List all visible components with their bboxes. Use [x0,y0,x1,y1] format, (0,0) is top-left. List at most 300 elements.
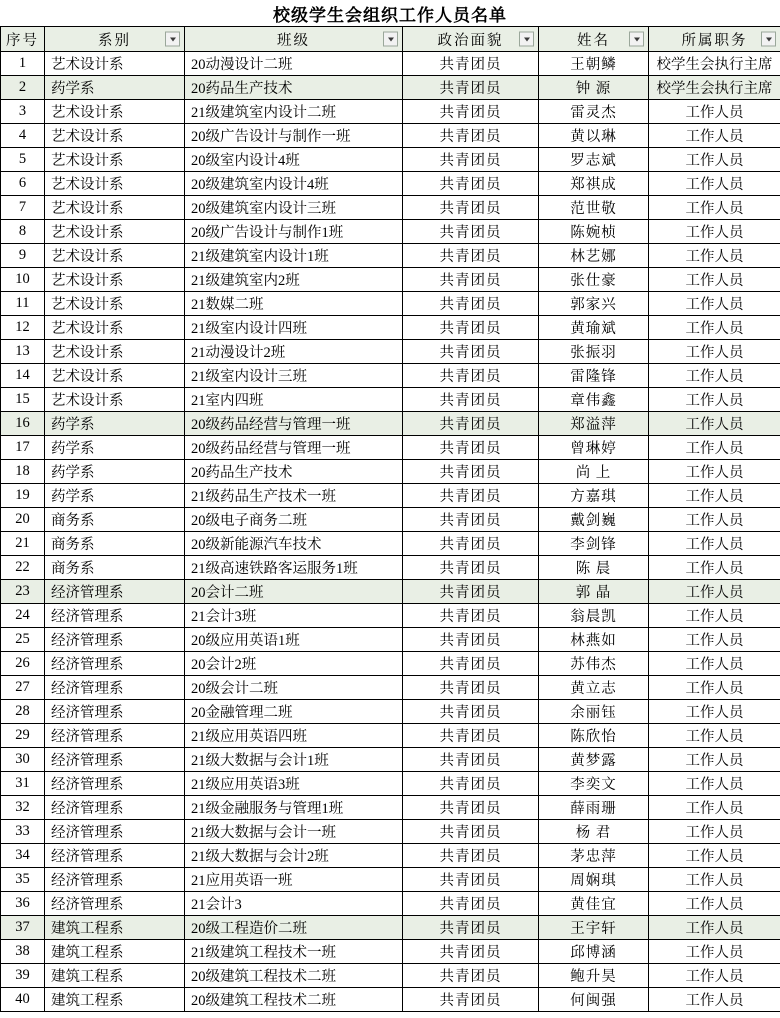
cell-department[interactable]: 经济管理系 [45,580,185,604]
cell-department[interactable]: 艺术设计系 [45,172,185,196]
cell-index[interactable]: 20 [1,508,45,532]
cell-department[interactable]: 艺术设计系 [45,316,185,340]
cell-position[interactable]: 工作人员 [649,220,780,244]
table-row[interactable] [1,148,780,172]
cell-political-status[interactable]: 共青团员 [403,76,539,100]
table-row[interactable] [1,172,780,196]
cell-position[interactable]: 工作人员 [649,364,780,388]
cell-class[interactable]: 20级应用英语1班 [185,628,403,652]
cell-index[interactable]: 2 [1,76,45,100]
cell-political-status[interactable]: 共青团员 [403,868,539,892]
cell-name[interactable]: 王朝鳞 [539,52,649,76]
cell-position[interactable]: 工作人员 [649,652,780,676]
cell-index[interactable]: 40 [1,988,45,1012]
cell-index[interactable]: 26 [1,652,45,676]
cell-political-status[interactable]: 共青团员 [403,796,539,820]
cell-department[interactable]: 艺术设计系 [45,364,185,388]
cell-name[interactable]: 李奕文 [539,772,649,796]
cell-class[interactable]: 21级大数据与会计2班 [185,844,403,868]
cell-index[interactable]: 27 [1,676,45,700]
cell-department[interactable]: 药学系 [45,76,185,100]
cell-index[interactable]: 18 [1,460,45,484]
cell-department[interactable]: 经济管理系 [45,772,185,796]
table-row[interactable] [1,52,780,76]
cell-political-status[interactable]: 共青团员 [403,532,539,556]
table-row[interactable] [1,676,780,700]
cell-name[interactable]: 邱博涵 [539,940,649,964]
cell-political-status[interactable]: 共青团员 [403,652,539,676]
cell-department[interactable]: 建筑工程系 [45,988,185,1012]
filter-dropdown-icon[interactable] [383,32,398,47]
cell-position[interactable]: 工作人员 [649,748,780,772]
cell-position[interactable]: 工作人员 [649,700,780,724]
table-row[interactable] [1,580,780,604]
cell-index[interactable]: 10 [1,268,45,292]
cell-department[interactable]: 经济管理系 [45,676,185,700]
cell-name[interactable]: 郭 晶 [539,580,649,604]
cell-index[interactable]: 8 [1,220,45,244]
cell-position[interactable]: 工作人员 [649,100,780,124]
cell-political-status[interactable]: 共青团员 [403,364,539,388]
table-row[interactable] [1,820,780,844]
cell-class[interactable]: 20级广告设计与制作1班 [185,220,403,244]
cell-position[interactable]: 工作人员 [649,628,780,652]
cell-index[interactable]: 1 [1,52,45,76]
column-header-label: 系别 [98,32,131,49]
cell-department[interactable]: 经济管理系 [45,604,185,628]
cell-index[interactable]: 33 [1,820,45,844]
cell-political-status[interactable]: 共青团员 [403,700,539,724]
cell-position[interactable]: 工作人员 [649,172,780,196]
cell-index[interactable]: 23 [1,580,45,604]
cell-class[interactable]: 20金融管理二班 [185,700,403,724]
cell-index[interactable]: 4 [1,124,45,148]
cell-political-status[interactable]: 共青团员 [403,748,539,772]
cell-department[interactable]: 经济管理系 [45,844,185,868]
column-header-label: 序号 [6,32,39,49]
cell-index[interactable]: 15 [1,388,45,412]
cell-department[interactable]: 药学系 [45,460,185,484]
cell-department[interactable]: 建筑工程系 [45,940,185,964]
cell-class[interactable]: 20级药品经营与管理一班 [185,436,403,460]
cell-political-status[interactable]: 共青团员 [403,244,539,268]
table-row[interactable] [1,916,780,940]
cell-political-status[interactable]: 共青团员 [403,220,539,244]
table-row[interactable] [1,772,780,796]
cell-position[interactable]: 工作人员 [649,772,780,796]
table-row[interactable] [1,484,780,508]
cell-department[interactable]: 艺术设计系 [45,52,185,76]
cell-position[interactable]: 工作人员 [649,844,780,868]
cell-name[interactable]: 薛雨珊 [539,796,649,820]
cell-position[interactable]: 校学生会执行主席 [649,76,780,100]
table-row[interactable] [1,748,780,772]
cell-department[interactable]: 经济管理系 [45,652,185,676]
cell-class[interactable]: 20级建筑室内设计4班 [185,172,403,196]
cell-name[interactable]: 郭家兴 [539,292,649,316]
cell-class[interactable]: 21级建筑室内2班 [185,268,403,292]
cell-index[interactable]: 24 [1,604,45,628]
table-row[interactable] [1,532,780,556]
table-row[interactable] [1,652,780,676]
cell-class[interactable]: 20级广告设计与制作一班 [185,124,403,148]
cell-name[interactable]: 林燕如 [539,628,649,652]
title-row [0,0,780,26]
cell-political-status[interactable]: 共青团员 [403,484,539,508]
cell-political-status[interactable]: 共青团员 [403,340,539,364]
cell-name[interactable]: 苏伟杰 [539,652,649,676]
table-row[interactable] [1,436,780,460]
cell-political-status[interactable]: 共青团员 [403,196,539,220]
cell-department[interactable]: 经济管理系 [45,796,185,820]
cell-name[interactable]: 郑祺成 [539,172,649,196]
cell-political-status[interactable]: 共青团员 [403,892,539,916]
cell-department[interactable]: 艺术设计系 [45,220,185,244]
cell-political-status[interactable]: 共青团员 [403,388,539,412]
cell-index[interactable]: 38 [1,940,45,964]
cell-index[interactable]: 17 [1,436,45,460]
cell-name[interactable]: 张仕豪 [539,268,649,292]
cell-political-status[interactable]: 共青团员 [403,148,539,172]
cell-class[interactable]: 20级工程造价二班 [185,916,403,940]
cell-position[interactable]: 工作人员 [649,820,780,844]
cell-department[interactable]: 商务系 [45,532,185,556]
cell-class[interactable]: 20级建筑工程技术二班 [185,988,403,1012]
column-header-name[interactable] [539,27,649,52]
cell-position[interactable]: 工作人员 [649,940,780,964]
cell-index[interactable]: 11 [1,292,45,316]
cell-political-status[interactable]: 共青团员 [403,508,539,532]
cell-class[interactable]: 21级药品生产技术一班 [185,484,403,508]
cell-position[interactable]: 工作人员 [649,964,780,988]
table-row[interactable] [1,340,780,364]
cell-index[interactable]: 29 [1,724,45,748]
table-body [1,52,780,1012]
cell-department[interactable]: 药学系 [45,484,185,508]
cell-position[interactable]: 工作人员 [649,724,780,748]
cell-political-status[interactable]: 共青团员 [403,676,539,700]
cell-name[interactable]: 余丽钰 [539,700,649,724]
cell-department[interactable]: 药学系 [45,436,185,460]
table-row[interactable] [1,844,780,868]
cell-name[interactable]: 范世敬 [539,196,649,220]
cell-position[interactable]: 工作人员 [649,484,780,508]
cell-class[interactable]: 20级电子商务二班 [185,508,403,532]
filter-dropdown-icon[interactable] [165,32,180,47]
cell-name[interactable]: 鲍升昊 [539,964,649,988]
table-row[interactable] [1,604,780,628]
cell-index[interactable]: 37 [1,916,45,940]
cell-position[interactable]: 工作人员 [649,988,780,1012]
table-row[interactable] [1,460,780,484]
cell-index[interactable]: 35 [1,868,45,892]
cell-political-status[interactable]: 共青团员 [403,988,539,1012]
cell-index[interactable]: 21 [1,532,45,556]
cell-political-status[interactable]: 共青团员 [403,412,539,436]
cell-index[interactable]: 7 [1,196,45,220]
cell-name[interactable]: 雷隆锋 [539,364,649,388]
cell-name[interactable]: 林艺娜 [539,244,649,268]
cell-political-status[interactable]: 共青团员 [403,604,539,628]
cell-name[interactable]: 王宇轩 [539,916,649,940]
cell-department[interactable]: 经济管理系 [45,748,185,772]
cell-class[interactable]: 20级建筑工程技术二班 [185,964,403,988]
cell-name[interactable]: 郑溢萍 [539,412,649,436]
table-row[interactable] [1,124,780,148]
cell-position[interactable]: 工作人员 [649,148,780,172]
cell-name[interactable]: 李剑锋 [539,532,649,556]
cell-name[interactable]: 黄瑜斌 [539,316,649,340]
cell-political-status[interactable]: 共青团员 [403,556,539,580]
cell-department[interactable]: 建筑工程系 [45,916,185,940]
cell-department[interactable]: 艺术设计系 [45,100,185,124]
table-row[interactable] [1,868,780,892]
cell-name[interactable]: 黄以琳 [539,124,649,148]
cell-name[interactable]: 黄佳宜 [539,892,649,916]
cell-political-status[interactable]: 共青团员 [403,292,539,316]
table-row[interactable] [1,796,780,820]
cell-class[interactable]: 21级大数据与会计1班 [185,748,403,772]
page-title: 校级学生会组织工作人员名单 [273,5,507,25]
cell-index[interactable]: 36 [1,892,45,916]
cell-name[interactable]: 尚 上 [539,460,649,484]
column-header-label: 所属职务 [681,32,748,49]
cell-class[interactable]: 21动漫设计2班 [185,340,403,364]
table-row[interactable] [1,196,780,220]
cell-department[interactable]: 经济管理系 [45,700,185,724]
filter-dropdown-icon[interactable] [761,32,776,47]
cell-position[interactable]: 工作人员 [649,676,780,700]
cell-name[interactable]: 茅忠萍 [539,844,649,868]
cell-department[interactable]: 艺术设计系 [45,268,185,292]
cell-class[interactable]: 21级建筑室内设计1班 [185,244,403,268]
table-row[interactable] [1,556,780,580]
cell-position[interactable]: 工作人员 [649,436,780,460]
cell-name[interactable]: 戴剑巍 [539,508,649,532]
cell-political-status[interactable]: 共青团员 [403,916,539,940]
cell-class[interactable]: 20级建筑室内设计三班 [185,196,403,220]
cell-class[interactable]: 20药品生产技术 [185,460,403,484]
cell-index[interactable]: 3 [1,100,45,124]
cell-name[interactable]: 罗志斌 [539,148,649,172]
table-row[interactable] [1,940,780,964]
cell-index[interactable]: 31 [1,772,45,796]
cell-class[interactable]: 20级会计二班 [185,676,403,700]
table-row[interactable] [1,244,780,268]
cell-index[interactable]: 39 [1,964,45,988]
cell-department[interactable]: 艺术设计系 [45,244,185,268]
cell-position[interactable]: 工作人员 [649,292,780,316]
cell-political-status[interactable]: 共青团员 [403,964,539,988]
cell-index[interactable]: 22 [1,556,45,580]
table-row[interactable] [1,292,780,316]
table-row[interactable] [1,508,780,532]
cell-index[interactable]: 30 [1,748,45,772]
table-row[interactable] [1,364,780,388]
cell-class[interactable]: 21会计3班 [185,604,403,628]
cell-index[interactable]: 16 [1,412,45,436]
cell-department[interactable]: 艺术设计系 [45,388,185,412]
cell-political-status[interactable]: 共青团员 [403,172,539,196]
table-row[interactable] [1,700,780,724]
filter-dropdown-icon[interactable] [519,32,534,47]
cell-department[interactable]: 经济管理系 [45,724,185,748]
cell-name[interactable]: 钟 源 [539,76,649,100]
cell-political-status[interactable]: 共青团员 [403,100,539,124]
table-row[interactable] [1,388,780,412]
cell-name[interactable]: 曾琳婷 [539,436,649,460]
cell-class[interactable]: 21级金融服务与管理1班 [185,796,403,820]
cell-index[interactable]: 12 [1,316,45,340]
cell-name[interactable]: 何闽强 [539,988,649,1012]
cell-political-status[interactable]: 共青团员 [403,820,539,844]
cell-name[interactable]: 杨 君 [539,820,649,844]
column-header-political-status[interactable] [403,27,539,52]
cell-position[interactable]: 工作人员 [649,796,780,820]
cell-class[interactable]: 21应用英语一班 [185,868,403,892]
cell-class[interactable]: 20级新能源汽车技术 [185,532,403,556]
cell-index[interactable]: 13 [1,340,45,364]
cell-department[interactable]: 经济管理系 [45,628,185,652]
cell-name[interactable]: 周娴琪 [539,868,649,892]
cell-index[interactable]: 34 [1,844,45,868]
cell-position[interactable]: 工作人员 [649,244,780,268]
cell-political-status[interactable]: 共青团员 [403,628,539,652]
cell-position[interactable]: 工作人员 [649,388,780,412]
cell-class[interactable]: 21级建筑工程技术一班 [185,940,403,964]
cell-position[interactable]: 工作人员 [649,916,780,940]
cell-department[interactable]: 经济管理系 [45,892,185,916]
cell-department[interactable]: 艺术设计系 [45,196,185,220]
cell-class[interactable]: 21数媒二班 [185,292,403,316]
cell-index[interactable]: 6 [1,172,45,196]
cell-position[interactable]: 工作人员 [649,580,780,604]
cell-department[interactable]: 经济管理系 [45,820,185,844]
cell-political-status[interactable]: 共青团员 [403,52,539,76]
cell-class[interactable]: 20会计2班 [185,652,403,676]
cell-department[interactable]: 艺术设计系 [45,148,185,172]
column-header-index[interactable] [1,27,45,52]
cell-political-status[interactable]: 共青团员 [403,844,539,868]
cell-name[interactable]: 黄梦露 [539,748,649,772]
cell-class[interactable]: 21级大数据与会计一班 [185,820,403,844]
cell-class[interactable]: 20级药品经营与管理一班 [185,412,403,436]
cell-name[interactable]: 张振羽 [539,340,649,364]
cell-department[interactable]: 商务系 [45,508,185,532]
cell-class[interactable]: 21级室内设计四班 [185,316,403,340]
cell-class[interactable]: 20级室内设计4班 [185,148,403,172]
cell-department[interactable]: 药学系 [45,412,185,436]
cell-department[interactable]: 艺术设计系 [45,340,185,364]
cell-class[interactable]: 21级应用英语四班 [185,724,403,748]
table-row[interactable] [1,964,780,988]
cell-position[interactable]: 工作人员 [649,268,780,292]
cell-position[interactable]: 工作人员 [649,412,780,436]
cell-class[interactable]: 21室内四班 [185,388,403,412]
table-row[interactable] [1,76,780,100]
cell-position[interactable]: 工作人员 [649,460,780,484]
cell-department[interactable]: 艺术设计系 [45,124,185,148]
cell-political-status[interactable]: 共青团员 [403,268,539,292]
cell-class[interactable]: 21会计3 [185,892,403,916]
cell-political-status[interactable]: 共青团员 [403,124,539,148]
cell-position[interactable]: 工作人员 [649,316,780,340]
cell-name[interactable]: 翁晨凯 [539,604,649,628]
cell-class[interactable]: 20药品生产技术 [185,76,403,100]
table-row[interactable] [1,268,780,292]
cell-position[interactable]: 工作人员 [649,868,780,892]
cell-class[interactable]: 21级高速铁路客运服务1班 [185,556,403,580]
table-row[interactable] [1,316,780,340]
table-row[interactable] [1,100,780,124]
cell-position[interactable]: 工作人员 [649,556,780,580]
cell-name[interactable]: 陈婉桢 [539,220,649,244]
cell-class[interactable]: 20动漫设计二班 [185,52,403,76]
filter-dropdown-icon[interactable] [629,32,644,47]
cell-position[interactable]: 工作人员 [649,604,780,628]
table-row[interactable] [1,412,780,436]
cell-class[interactable]: 21级应用英语3班 [185,772,403,796]
cell-index[interactable]: 25 [1,628,45,652]
cell-index[interactable]: 5 [1,148,45,172]
cell-department[interactable]: 艺术设计系 [45,292,185,316]
cell-class[interactable]: 21级建筑室内设计二班 [185,100,403,124]
table-row[interactable] [1,988,780,1012]
cell-index[interactable]: 19 [1,484,45,508]
cell-department[interactable]: 建筑工程系 [45,964,185,988]
cell-political-status[interactable]: 共青团员 [403,580,539,604]
cell-political-status[interactable]: 共青团员 [403,940,539,964]
staff-roster-table [0,26,780,1012]
cell-index[interactable]: 9 [1,244,45,268]
column-header-position[interactable] [649,27,780,52]
cell-position[interactable]: 工作人员 [649,196,780,220]
cell-name[interactable]: 章伟鑫 [539,388,649,412]
cell-political-status[interactable]: 共青团员 [403,460,539,484]
cell-position[interactable]: 工作人员 [649,340,780,364]
cell-political-status[interactable]: 共青团员 [403,772,539,796]
cell-position[interactable]: 工作人员 [649,892,780,916]
cell-political-status[interactable]: 共青团员 [403,724,539,748]
cell-name[interactable]: 雷灵杰 [539,100,649,124]
table-row[interactable] [1,892,780,916]
cell-name[interactable]: 方嘉琪 [539,484,649,508]
cell-department[interactable]: 经济管理系 [45,868,185,892]
table-row[interactable] [1,724,780,748]
cell-position[interactable]: 校学生会执行主席 [649,52,780,76]
cell-index[interactable]: 32 [1,796,45,820]
cell-political-status[interactable]: 共青团员 [403,316,539,340]
column-header-class[interactable] [185,27,403,52]
cell-index[interactable]: 14 [1,364,45,388]
cell-position[interactable]: 工作人员 [649,532,780,556]
cell-position[interactable]: 工作人员 [649,124,780,148]
cell-name[interactable]: 陈 晨 [539,556,649,580]
cell-index[interactable]: 28 [1,700,45,724]
cell-political-status[interactable]: 共青团员 [403,436,539,460]
cell-department[interactable]: 商务系 [45,556,185,580]
cell-name[interactable]: 黄立志 [539,676,649,700]
cell-position[interactable]: 工作人员 [649,508,780,532]
column-header-label: 姓名 [577,32,610,49]
cell-class[interactable]: 21级室内设计三班 [185,364,403,388]
cell-name[interactable]: 陈欣怡 [539,724,649,748]
table-row[interactable] [1,628,780,652]
column-header-label: 政治面貌 [437,32,504,49]
table-row[interactable] [1,220,780,244]
cell-class[interactable]: 20会计二班 [185,580,403,604]
column-header-department[interactable] [45,27,185,52]
